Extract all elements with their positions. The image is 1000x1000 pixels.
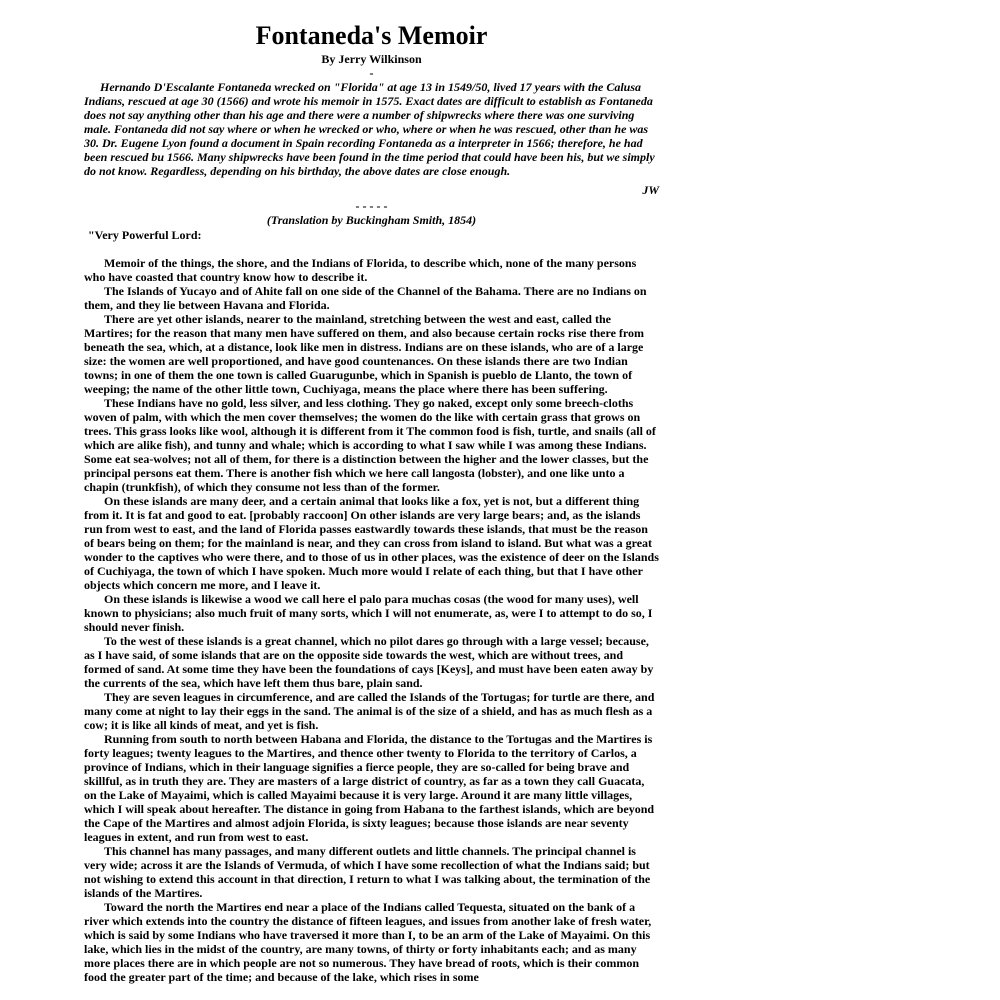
memoir-paragraph: There are yet other islands, nearer to the mainland, stretching between the west and east, called the Martires; for the reason that many men have suffered on them, and also because certain rocks rise there from beneath the sea, which, at a distance, look like men in distress. Indians are on these islands, who are of a large size: the women are well proportioned, and have good countenances. On these islands there are two Indian towns; in one of them the one town is called Guarugunbe, which in Spanish is pueblo de Llanto, the town of weeping; the name of the other little town, Cuchiyaga, means the place where there has been suffering.	[84, 312, 645, 396]
byline: By Jerry Wilkinson	[321, 52, 422, 66]
title-dash: -	[369, 66, 374, 80]
memoir-paragraph: On these islands are many deer, and a certain animal that looks like a fox, yet is not, but a different thing from it. It is fat and good to eat. [probably raccoon] On other islands are very large bears; and, as the islands run from west to east, and the land of Florida passes eastwardly towards these islands, that must be the reason of bears being on them; for the mainland is near, and they can cross from island to island. But what was a great wonder to the captives who were there, and to those of us in other places, was the existence of deer on the Islands of Cuchiyaga, the town of which I have spoken. Much more would I relate of each thing, but that I have other objects which concern me more, and I leave it.	[84, 494, 659, 592]
salutation: "Very Powerful Lord:	[88, 228, 202, 242]
memoir-paragraph: The Islands of Yucayo and of Ahite fall on one side of the Channel of the Bahama. There are no Indians on them, and they lie between Havana and Florida.	[84, 284, 647, 312]
section-separator: - - - - -	[355, 199, 388, 213]
document-page	[84, 0, 659, 984]
page-title: Fontaneda's Memoir	[255, 21, 488, 50]
memoir-paragraph: To the west of these islands is a great channel, which no pilot dares go through with a large vessel; because, as I have said, of some islands that are on the opposite side towards the west, which are without trees, and formed of sand. At some time they have been the foundations of cays [Keys], and must have been eaten away by the currents of the sea, which have left them thus bare, plain sand.	[84, 634, 654, 690]
memoir-paragraph: This channel has many passages, and many different outlets and little channels. The principal channel is very wide; across it are the Islands of Vermuda, of which I have some recollection of what the Indians said; but not wishing to extend this account in that direction, I return to what I was talking about, the termination of the islands of the Martires.	[84, 844, 651, 900]
memoir-body	[84, 256, 659, 984]
memoir-paragraph: They are seven leagues in circumference, and are called the Islands of the Tortugas; for turtle are there, and many come at night to lay their eggs in the sand. The animal is of the size of a shield, and has as much flesh as a cow; it is like all kinds of meat, and yet is fish.	[84, 690, 655, 732]
translation-note: (Translation by Buckingham Smith, 1854)	[266, 213, 477, 227]
memoir-paragraph: These Indians have no gold, less silver, and less clothing. They go naked, except only some breech-cloths woven of palm, with which the men cover themselves; the women do the like with certain grass that grows on trees. This grass looks like wool, although it is different from it The common food is fish, turtle, and snails (all of which are alike fish), and tunny and whale; which is according to what I saw while I was among these Indians. Some eat sea-wolves; not all of them, for there is a distinction between the higher and the lower classes, but the principal persons eat them. There is another fish which we here call langosta (lobster), and one like unto a chapin (trunkfish), of which they consume not less than of the former.	[84, 396, 656, 494]
intro-paragraph: Hernando D'Escalante Fontaneda wrecked on "Florida" at age 13 in 1549/50, lived 17 years with the Calusa Indians, rescued at age 30 (1566) and wrote his memoir in 1575. Exact dates are difficult to establish as Fontaneda does not say anything other than his age and there were a number of shipwrecks where there was one surviving male. Fontaneda did not say where or when he wrecked or who, where or when he was rescued, other than he was 30. Dr. Eugene Lyon found a document in Spain recording Fontaneda as a interpreter in 1566; therefore, he had been rescued bu 1566. Many shipwrecks have been found in the time period that could have been his, but we simply do not know. Regardless, depending on his birthday, the above dates are close enough.	[84, 80, 655, 178]
memoir-paragraph: Running from south to north between Habana and Florida, the distance to the Tortugas and the Martires is forty leagues; twenty leagues to the Martires, and thence other twenty to Florida to the territory of Carlos, a province of Indians, which in their language signifies a fierce people, they are so-called for being brave and skillful, as in truth they are. They are masters of a large district of country, as far as a town they call Guacata, on the Lake of Mayaimi, which is called Mayaimi because it is very large. Around it are many little villages, which I will speak about hereafter. The distance in going from Habana to the farthest islands, which are beyond the Cape of the Martires and almost adjoin Florida, is sixty leagues; because those islands are near seventy leagues in extent, and run from west to east.	[84, 732, 655, 844]
memoir-paragraph: On these islands is likewise a wood we call here el palo para muchas cosas (the wood for many uses), well known to physicians; also much fruit of many sorts, which I will not enumerate, as, were I to attempt to do so, I should never finish.	[84, 592, 653, 634]
memoir-paragraph: Toward the north the Martires end near a place of the Indians called Tequesta, situated on the bank of a river which extends into the country the distance of fifteen leagues, and issues from another lake of fresh water, which is said by some Indians who have traversed it more than I, to be an arm of the Lake of Mayaimi. On this lake, which lies in the midst of the country, are many towns, of thirty or forty inhabitants each; and as many more places there are in which people are not so numerous. They have bread of roots, which is their common food the greater part of the time; and because of the lake, which rises in some	[84, 900, 652, 984]
memoir-paragraph: Memoir of the things, the shore, and the Indians of Florida, to describe which, none of the many persons who have coasted that country know how to describe it.	[84, 256, 637, 284]
intro-signature: JW	[642, 183, 659, 197]
